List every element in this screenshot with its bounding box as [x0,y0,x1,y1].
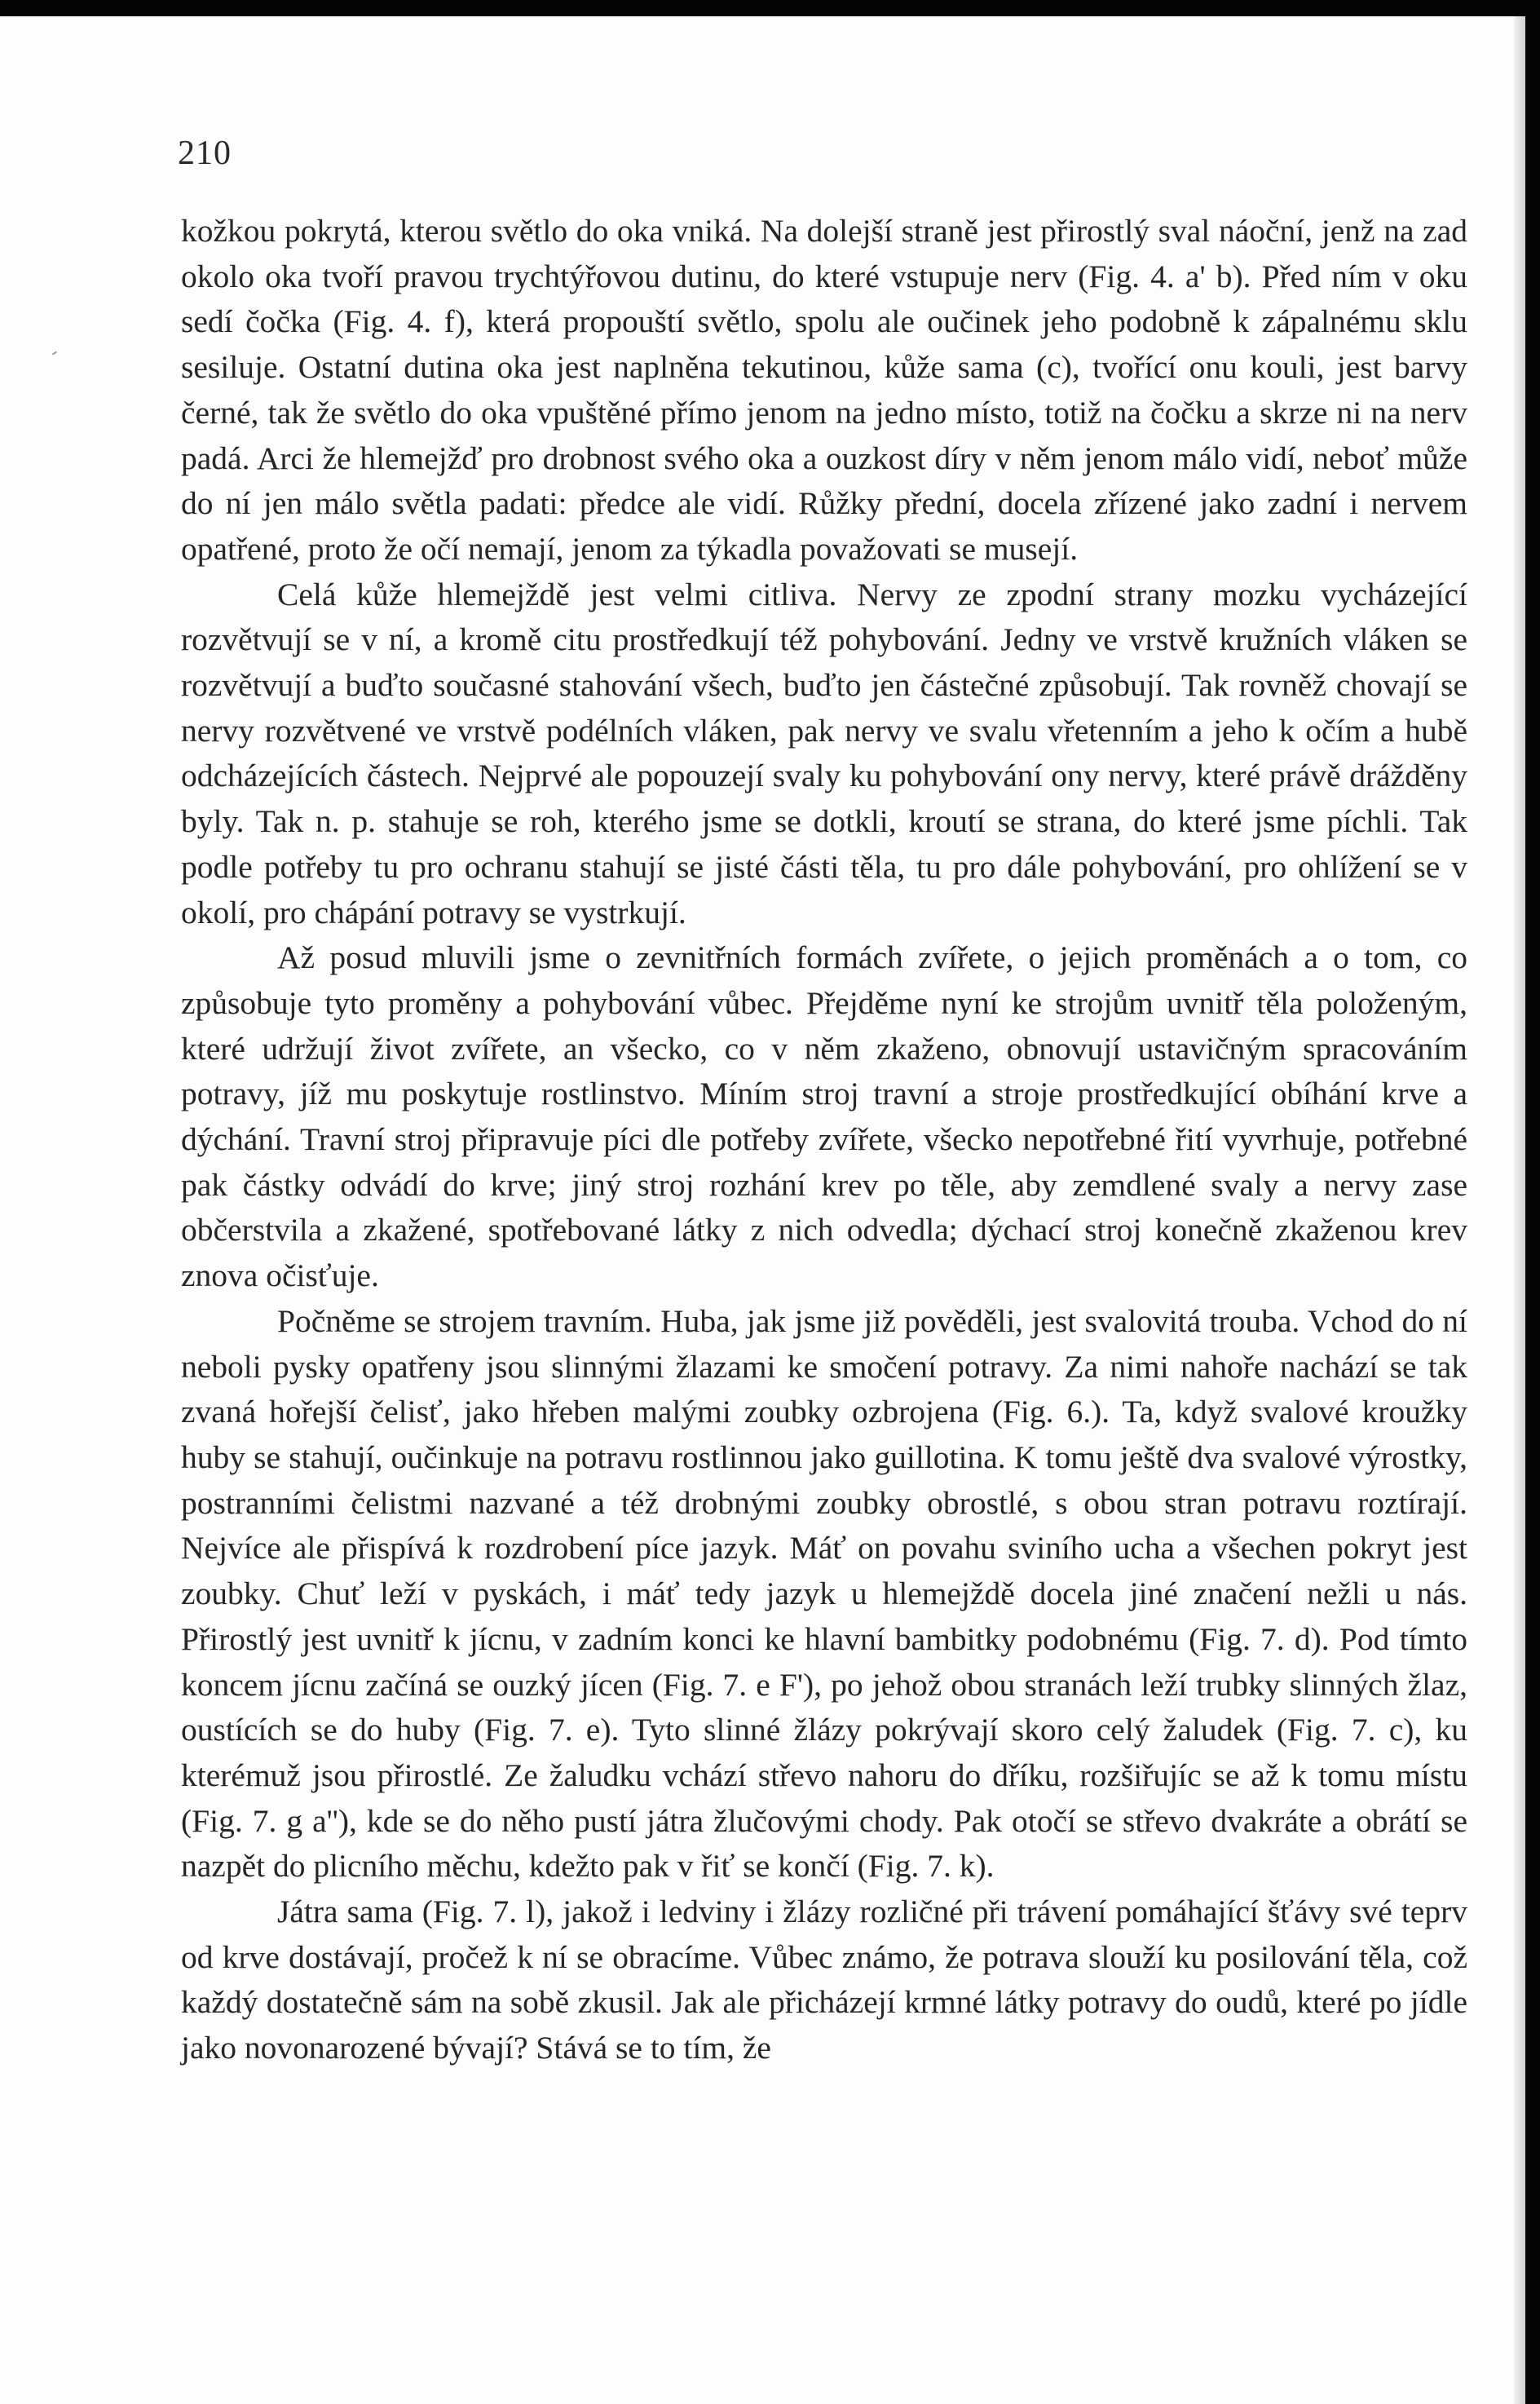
paragraph-5: Játra sama (Fig. 7. l), jakož i ledviny i žlázy rozličné při trávení pomáhající šťávy své teprv od krve dostávají, pročež k ní se obracíme. Vůbec známo, že potrava slouží ku posilování těla, což každý dostatečně sám na sobě zkusil. Jak ale přicházejí krmné látky potravy do oudů, které po jídle jako novonarozené bývají? Stává se to tím, že [181,1894,1467,2066]
page-edge-shadow [1514,16,1525,2404]
scan-top-border [0,0,1540,16]
scan-right-border [1525,0,1540,2404]
paragraph-3: Až posud mluvili jsme o zevnitřních formách zvířete, o jejich proměnách a o tom, co způsobuje tyto proměny a pohybování vůbec. Přejděme nyní ke strojům uvnitř těla položeným, které udržují život zvířete, an všecko, co v něm zkaženo, obnovují ustavičným spracováním potravy, jíž mu poskytuje rostlinstvo. Míním stroj travní a stroje prostředkující obíhání krve a dýchání. Travní stroj připravuje píci dle potřeby zvířete, všecko nepotřebné řití vyvrhuje, potřebné pak částky odvádí do krve; jiný stroj rozhání krev po těle, aby zemdlené svaly a nervy zase občerstvila a zkažené, spotřebované látky z nich odvedla; dýchací stroj konečně zkaženou krev znova očisťuje. [181,939,1467,1294]
paragraph-1: kožkou pokrytá, kterou světlo do oka vniká. Na dolejší straně jest přirostlý sval náoční, jenž na zad okolo oka tvoří pravou trychtýřovou dutinu, do které vstupuje nerv (Fig. 4. a' b). Před ním v oku sedí čočka (Fig. 4. f), která propouští světlo, spolu ale oučinek jeho podobně k zápalnému sklu sesiluje. Ostatní dutina oka jest naplněna tekutinou, kůže sama (c), tvořící onu kouli, jest barvy černé, tak že světlo do oka vpuštěné přímo jenom na jedno místo, totiž na čočku a skrze ni na nerv padá. Arci že hlemejžď pro drobnost svého oka a ouzkost díry v něm jenom málo vidí, neboť může do ní jen málo světla padati: předce ale vidí. Růžky přední, docela zřízené jako zadní i nervem opatřené, proto že očí nemají, jenom za týkadla považovati se musejí. [181,213,1467,567]
paragraph-2: Celá kůže hlemejždě jest velmi citliva. Nervy ze zpodní strany mozku vycházející rozvětvují se v ní, a kromě citu prostředkují též pohybování. Jedny ve vrstvě kružních vláken se rozvětvují a buďto současné stahování všech, buďto jen částečné způsobují. Tak rovněž chovají se nervy rozvětvené ve vrstvě podélních vláken, pak nervy ve svalu vřetenním a jeho k očím a hubě odcházejících částech. Nejprvé ale popouzejí svaly ku pohybování ony nervy, které právě drážděny byly. Tak n. p. stahuje se roh, kterého jsme se dotkli, kroutí se strana, do které jsme píchli. Tak podle potřeby tu pro ochranu stahují se jisté části těla, tu pro dále pohybování, pro ohlížení se v okolí, pro chápání potravy se vystrkují. [181,576,1467,930]
page-number: 210 [178,135,232,172]
stray-ink-mark [52,351,57,355]
body-text [181,209,1467,2071]
paragraph-4: Počněme se strojem travním. Huba, jak jsme již pověděli, jest svalovitá trouba. Vchod do ní neboli pysky opatřeny jsou slinnými žlazami ke smočení potravy. Za nimi nahoře nachází se tak zvaná hořejší čelisť, jako hřeben malými zoubky ozbrojena (Fig. 6.). Ta, když svalové kroužky huby se stahují, oučinkuje na potravu rostlinnou jako guillotina. K tomu ještě dva svalové výrostky, postranními čelistmi nazvané a též drobnými zoubky obrostlé, s obou stran potravu roztírají. Nejvíce ale přispívá k rozdrobení píce jazyk. Máť on povahu sviního ucha a všechen pokryt jest zoubky. Chuť leží v pyskách, i máť tedy jazyk u hlemejždě docela jiné značení nežli u nás. Přirostlý jest uvnitř k jícnu, v zadním konci ke hlavní bambitky podobnému (Fig. 7. d). Pod tímto koncem jícnu začíná se ouzký jícen (Fig. 7. e F'), po jehož obou stranách leží trubky slinných žlaz, oustících se do huby (Fig. 7. e). Tyto slinné žlázy pokrývají skoro celý žaludek (Fig. 7. c), ku kterémuž jsou přirostlé. Ze žaludku vchází střevo nahoru do dříku, rozšiřujíc se až k tomu místu (Fig. 7. g a''), kde se do něho pustí játra žlučovými chody. Pak otočí se střevo dvakráte a obrátí se nazpět do plicního měchu, kdežto pak v řiť se končí (Fig. 7. k). [181,1302,1467,1885]
